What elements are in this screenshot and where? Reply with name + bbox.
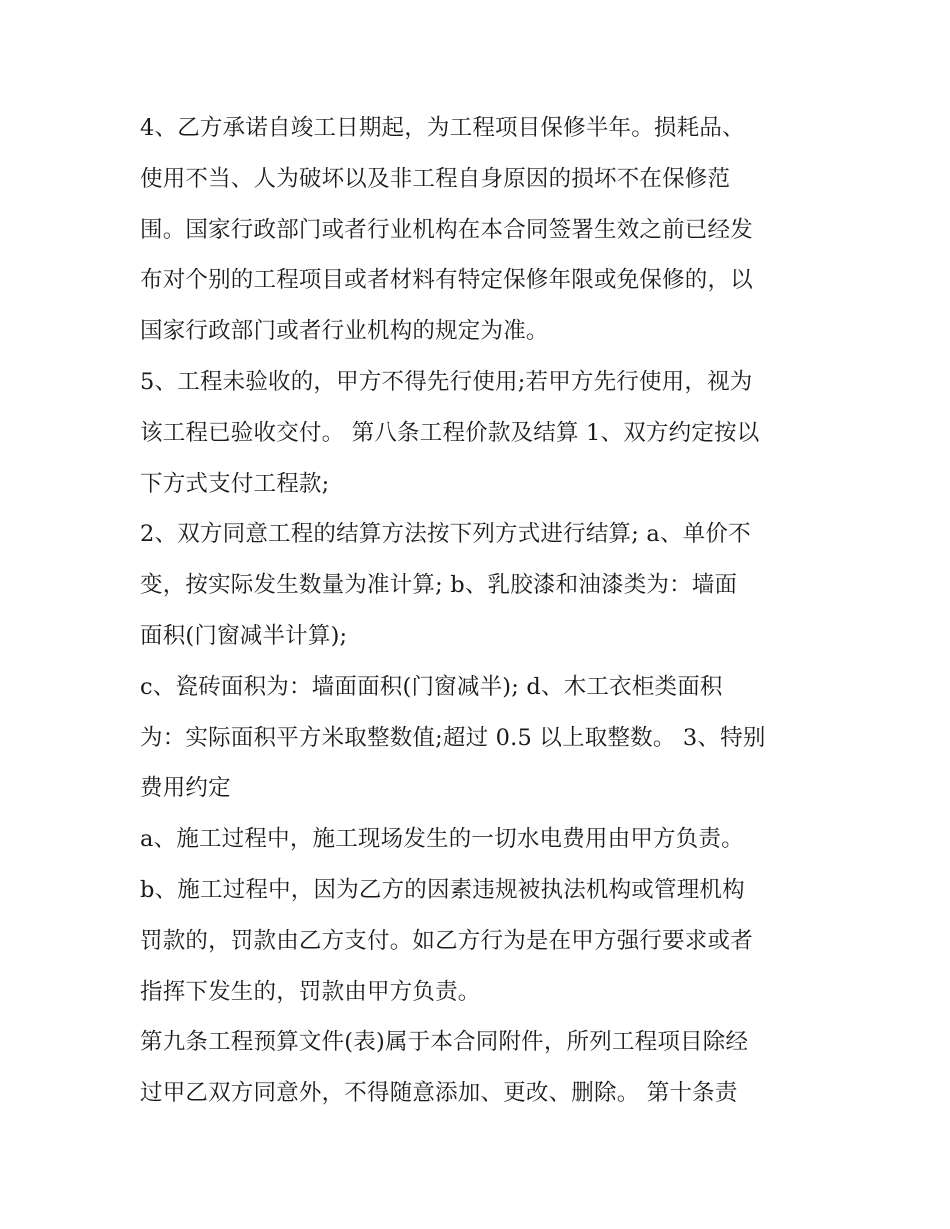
text-line: c、瓷砖面积为：墙面面积(门窗减半); d、木工衣柜类面积 [140, 673, 723, 700]
text-line: 使用不当、人为破坏以及非工程自身原因的损坏不在保修范 [140, 165, 731, 192]
text-line: 下方式支付工程款; [140, 470, 330, 497]
text-line: 国家行政部门或者行业机构的规定为准。 [140, 318, 549, 345]
text-line: 费用约定 [140, 775, 231, 802]
text-line: a、施工过程中，施工现场发生的一切水电费用由甲方负责。 [140, 826, 744, 853]
text-line: 5、工程未验收的，甲方不得先行使用;若甲方先行使用，视为 [140, 368, 753, 395]
text-line: 该工程已验收交付。 第八条工程价款及结算 1、双方约定按以 [140, 419, 760, 446]
text-line: 2、双方同意工程的结算方法按下列方式进行结算; a、单价不 [140, 521, 751, 548]
text-line: 罚款的，罚款由乙方支付。如乙方行为是在甲方强行要求或者 [140, 927, 753, 954]
text-line: 布对个别的工程项目或者材料有特定保修年限或免保修的，以 [140, 267, 753, 294]
text-line: b、施工过程中，因为乙方的因素违规被执法机构或管理机构 [140, 876, 745, 903]
text-line: 围。国家行政部门或者行业机构在本合同签署生效之前已经发 [140, 216, 753, 243]
text-line: 为：实际面积平方米取整数值;超过 0.5 以上取整数。 3、特别 [140, 724, 766, 751]
text-line: 面积(门窗减半计算); [140, 622, 348, 649]
text-line: 4、乙方承诺自竣工日期起，为工程项目保修半年。损耗品、 [140, 115, 745, 141]
text-line: 指挥下发生的，罚款由甲方负责。 [140, 978, 481, 1005]
text-line: 变，按实际发生数量为准计算; b、乳胶漆和油漆类为：墙面 [140, 572, 738, 599]
text-line: 第九条工程预算文件(表)属于本合同附件，所列工程项目除经 [140, 1029, 749, 1056]
document-body [140, 103, 820, 1119]
text-line: 过甲乙双方同意外，不得随意添加、更改、删除。 第十条责 [140, 1080, 738, 1107]
